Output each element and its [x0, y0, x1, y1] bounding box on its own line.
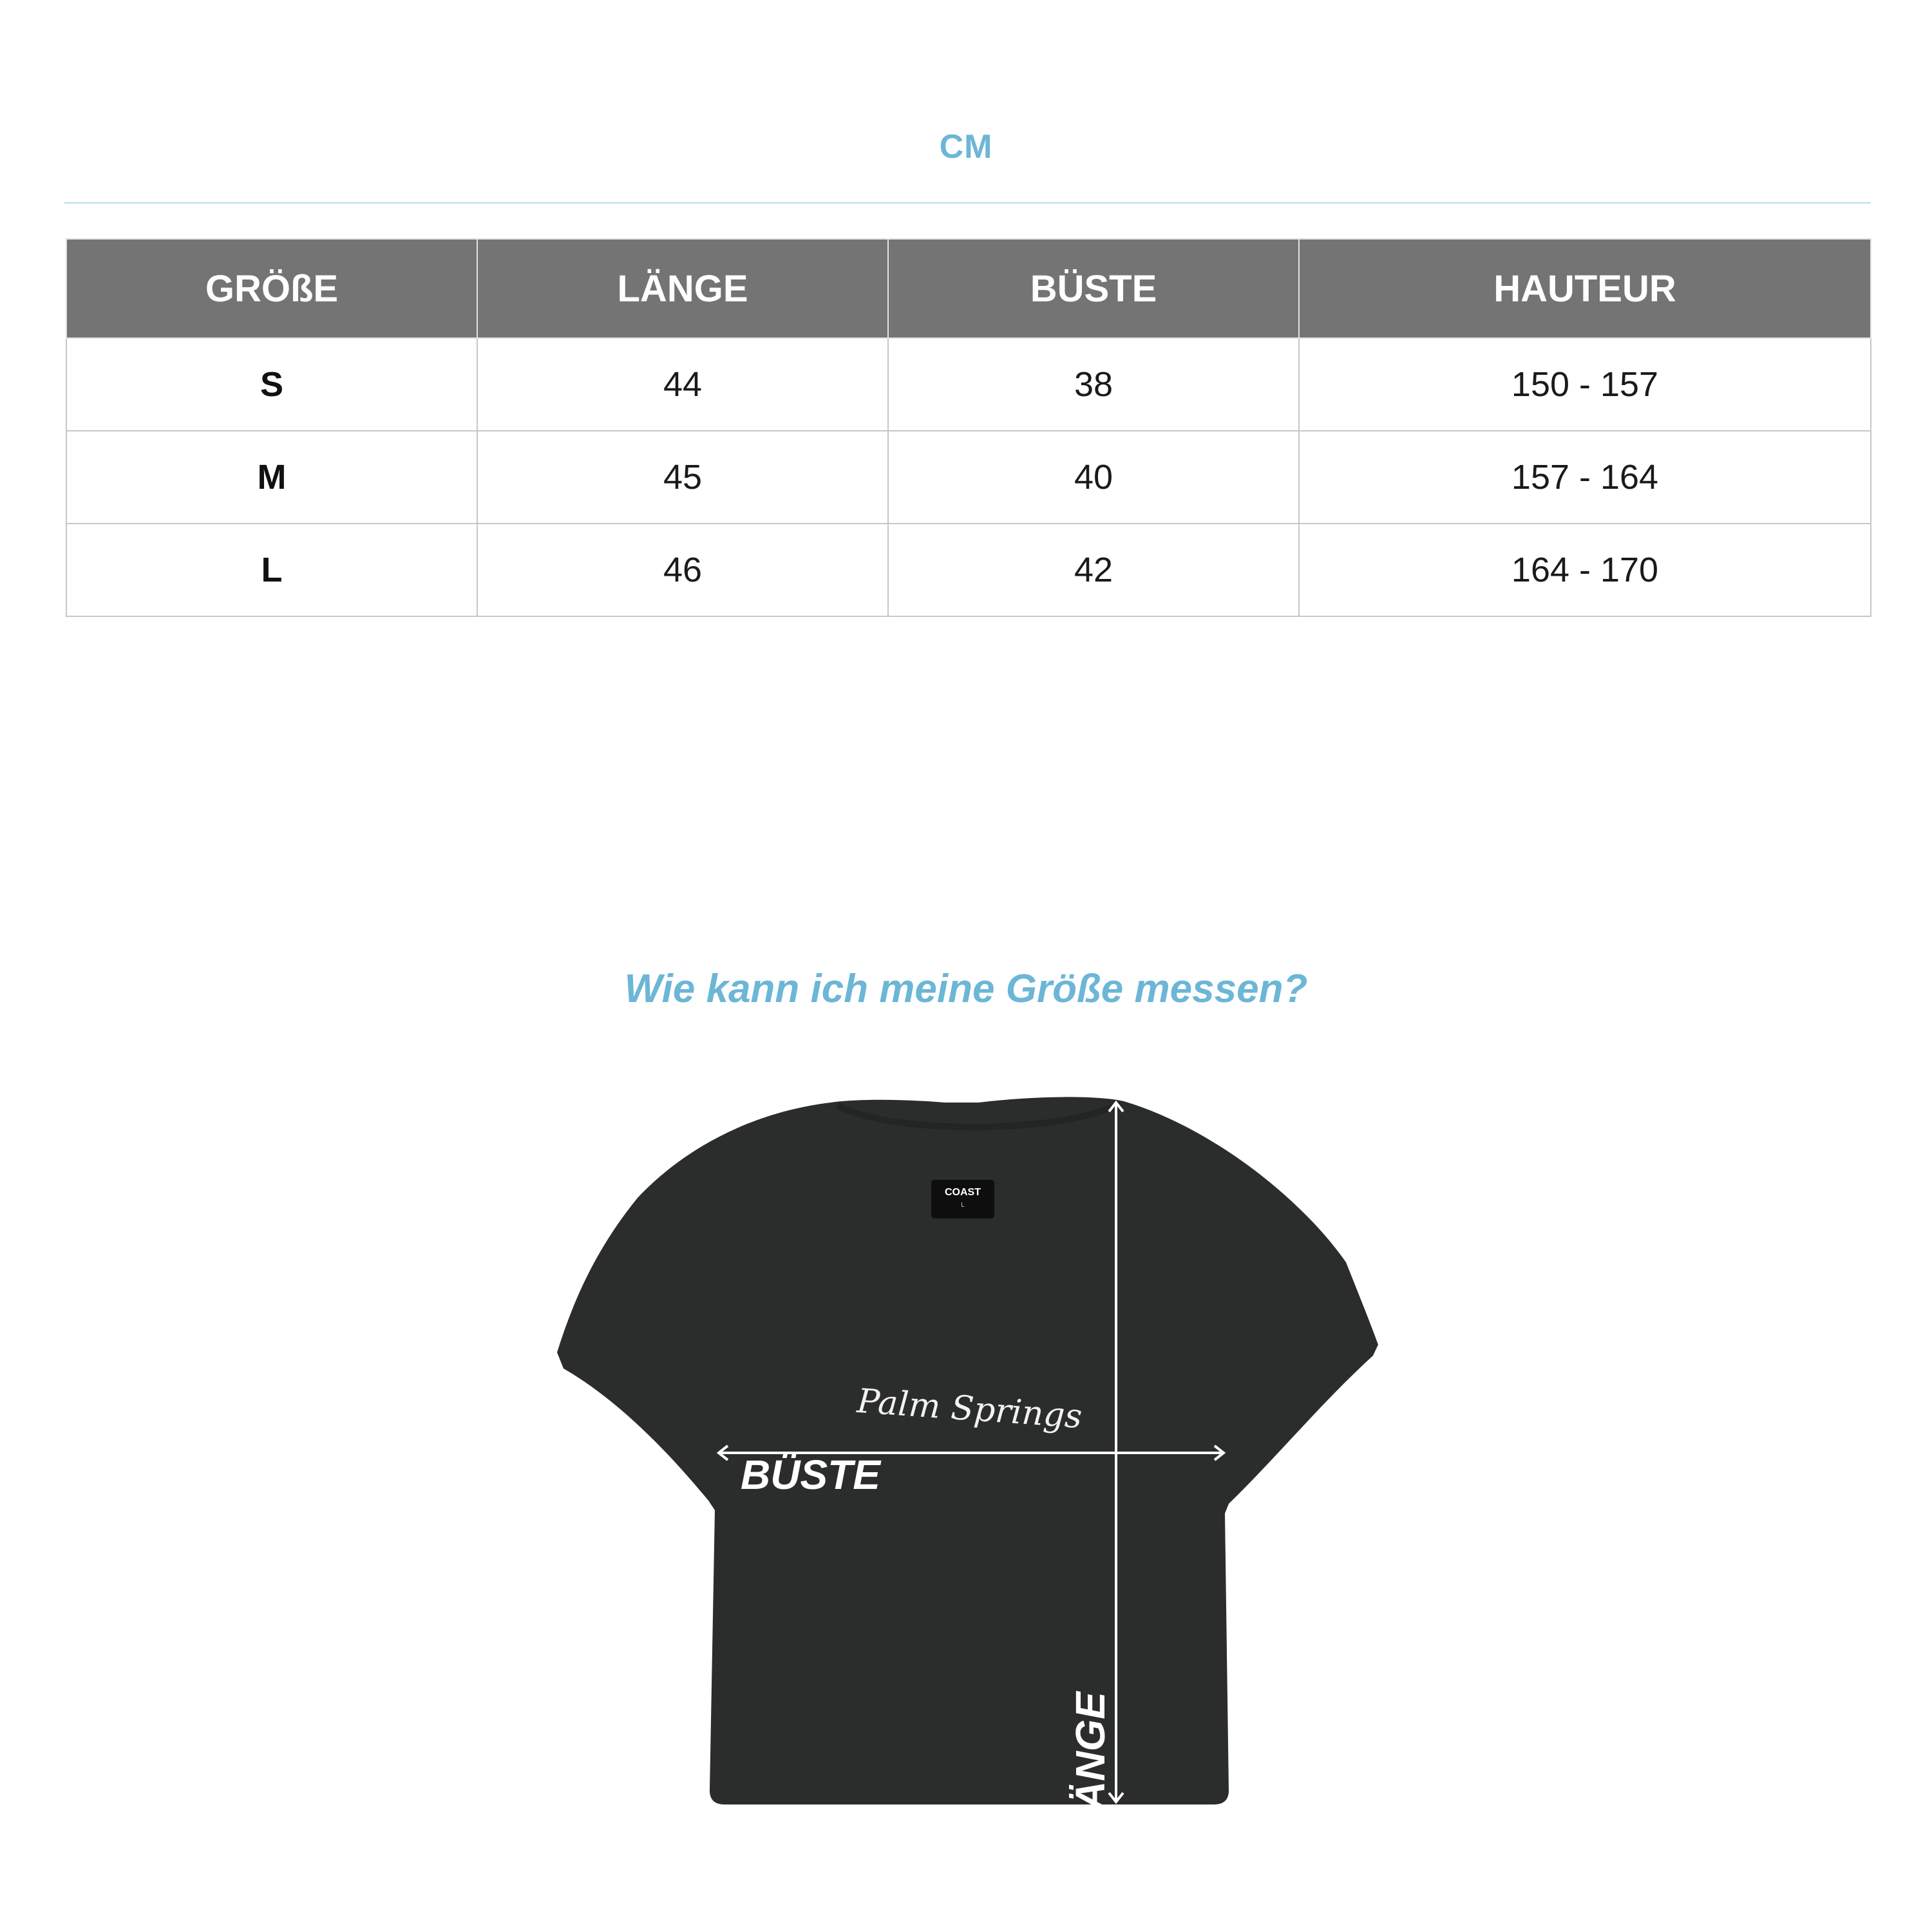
neck-tag [931, 1180, 994, 1218]
hauteur-cell: 164 - 170 [1299, 524, 1871, 616]
palm-springs-print: Palm Springs [855, 1381, 1084, 1437]
size-cell: S [66, 338, 477, 431]
tag-brand: COAST [945, 1187, 981, 1198]
laenge-cell: 45 [477, 431, 888, 524]
header-laenge: LÄNGE [477, 239, 888, 338]
size-cell: L [66, 524, 477, 616]
size-cell: M [66, 431, 477, 524]
bust-label: BÜSTE [741, 1452, 880, 1498]
laenge-cell: 46 [477, 524, 888, 616]
bueste-cell: 42 [888, 524, 1299, 616]
hauteur-cell: 150 - 157 [1299, 338, 1871, 431]
laenge-cell: 44 [477, 338, 888, 431]
hauteur-cell: 157 - 164 [1299, 431, 1871, 524]
length-label: LÄNGE [1067, 1692, 1113, 1836]
bueste-cell: 38 [888, 338, 1299, 431]
measure-title: Wie kann ich meine Größe messen? [624, 967, 1308, 1011]
header-hauteur: HAUTEUR [1299, 239, 1871, 338]
tag-size: L [961, 1202, 965, 1209]
header-bueste: BÜSTE [888, 239, 1299, 338]
unit-title: CM [939, 128, 993, 166]
bueste-cell: 40 [888, 431, 1299, 524]
header-groesse: GRÖßE [66, 239, 477, 338]
